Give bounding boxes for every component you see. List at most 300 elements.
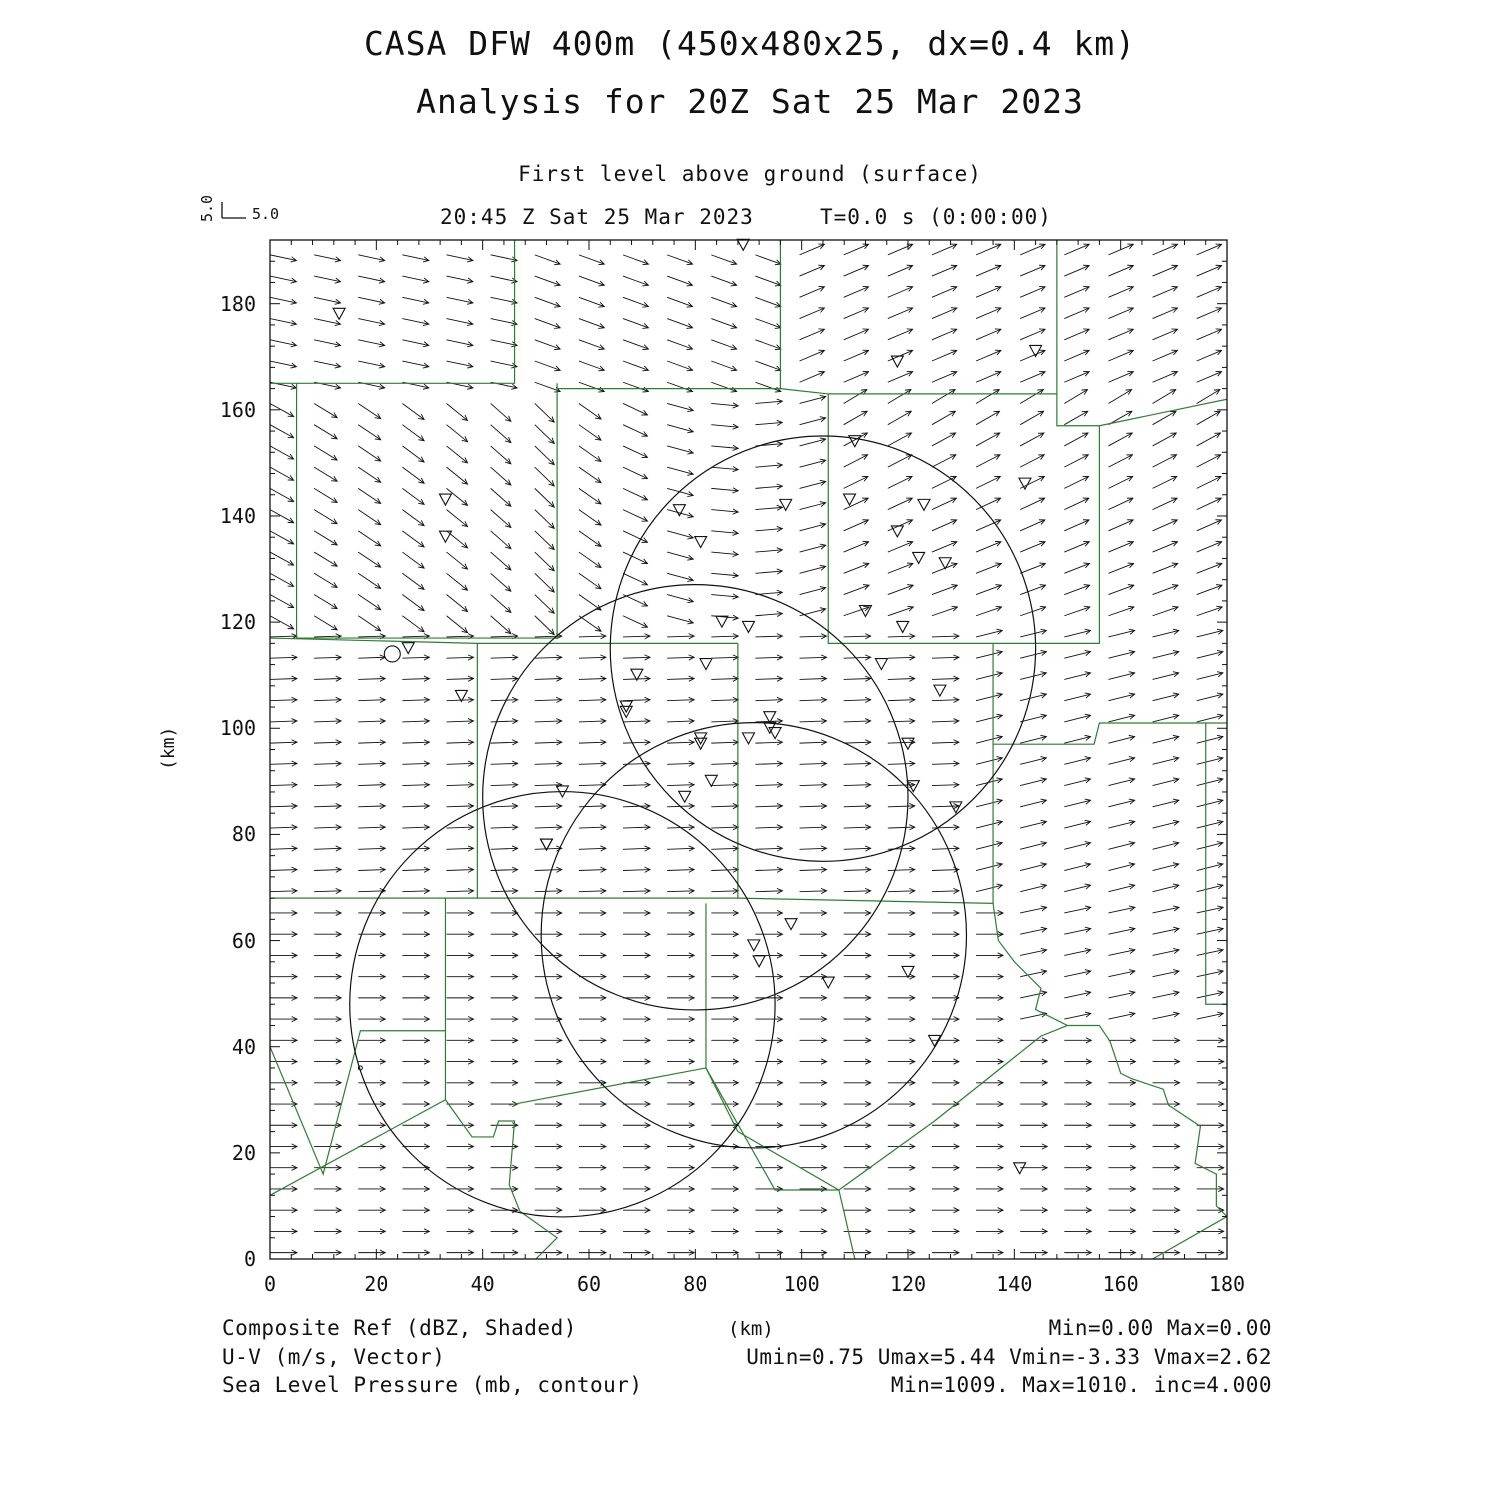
wind-vector — [402, 552, 424, 568]
wind-vector-head — [375, 562, 381, 567]
wind-vector-shaft — [1197, 372, 1222, 383]
wind-vector-shaft — [1153, 411, 1176, 424]
wind-vector — [535, 782, 562, 787]
wind-vector — [1197, 265, 1222, 276]
county-boundary-line — [270, 638, 738, 643]
wind-vector — [711, 932, 738, 937]
wind-vector — [491, 1229, 518, 1234]
wind-vector — [844, 1250, 871, 1255]
wind-vector — [800, 371, 825, 382]
wind-vector — [667, 595, 693, 603]
wind-vector-shaft — [711, 297, 736, 306]
wind-vector — [270, 910, 297, 915]
county-boundary-line — [445, 1100, 557, 1259]
wind-vector — [755, 867, 782, 872]
wind-vector — [491, 446, 511, 464]
wind-vector-shaft — [800, 679, 827, 680]
wind-vector-shaft — [1197, 498, 1221, 509]
wind-vector — [976, 1229, 1003, 1234]
wind-vector-shaft — [755, 700, 782, 701]
wind-vector — [1108, 1186, 1135, 1191]
wind-vector — [1153, 411, 1176, 424]
wind-vector — [976, 757, 1002, 765]
wind-vector — [447, 655, 474, 660]
wind-vector — [623, 888, 650, 893]
wind-vector — [976, 498, 1000, 509]
wind-vector-shaft — [623, 276, 648, 285]
wind-vector — [844, 265, 869, 276]
wind-vector — [1153, 757, 1179, 765]
wind-vector — [1153, 455, 1177, 467]
wind-vector — [358, 616, 380, 631]
wind-vector-shaft — [1064, 542, 1089, 552]
wind-vector — [711, 995, 738, 1000]
wind-vector — [888, 1186, 915, 1191]
wind-vector-shaft — [667, 255, 692, 264]
wind-vector — [579, 573, 601, 589]
wind-vector — [579, 740, 606, 745]
wind-vector-shaft — [491, 848, 518, 849]
wind-vector — [888, 1059, 915, 1064]
wind-vector — [491, 846, 518, 851]
wind-vector-shaft — [314, 657, 341, 658]
wind-vector — [800, 417, 826, 425]
wind-vector — [358, 1250, 385, 1255]
wind-vector-shaft — [976, 244, 1001, 255]
wind-vector-shaft — [1020, 372, 1045, 383]
wind-vector-shaft — [491, 870, 518, 871]
wind-vector — [844, 1144, 871, 1149]
x-tick-label: 120 — [889, 1272, 927, 1296]
wind-vector — [358, 552, 380, 567]
wind-vector — [447, 1059, 474, 1064]
wind-vector — [1064, 778, 1090, 786]
wind-vector — [976, 244, 1001, 255]
wind-vector — [1197, 244, 1222, 255]
wind-vector — [844, 476, 868, 488]
station-triangle-icon — [934, 685, 946, 696]
station-triangle-icon — [891, 526, 903, 537]
wind-vector — [932, 634, 959, 639]
wind-vector — [402, 510, 424, 526]
wind-vector — [358, 531, 380, 546]
wind-vector-shaft — [270, 870, 297, 871]
wind-vector-shaft — [270, 636, 297, 637]
wind-vector — [314, 995, 341, 1000]
wind-vector — [535, 552, 554, 571]
wind-vector — [623, 1038, 650, 1043]
wind-vector-shaft — [667, 319, 692, 328]
wind-vector-shaft — [844, 563, 869, 573]
city-circle-icon — [384, 646, 400, 662]
wind-vector — [711, 803, 738, 808]
wind-vector-shaft — [1064, 390, 1087, 404]
wind-vector — [623, 761, 650, 766]
wind-vector-shaft — [402, 595, 424, 611]
county-boundary-line — [270, 1031, 445, 1174]
wind-vector — [535, 740, 562, 745]
station-triangle-icon — [822, 977, 834, 988]
wind-vector — [402, 531, 424, 547]
wind-vector-shaft — [579, 255, 604, 264]
wind-vector — [270, 1250, 297, 1255]
wind-vector-shaft — [932, 266, 957, 277]
wind-vector-shaft — [976, 411, 999, 424]
wind-vector-shaft — [888, 657, 915, 658]
wind-vector-shaft — [491, 616, 511, 634]
wind-vector — [667, 573, 693, 581]
wind-vector — [1064, 1165, 1091, 1170]
wind-vector-shaft — [579, 636, 606, 637]
wind-vector-shaft — [447, 552, 468, 569]
wind-vector — [358, 510, 380, 525]
wind-vector-shaft — [623, 573, 647, 584]
wind-vector — [1197, 585, 1222, 595]
wind-vector-shaft — [800, 350, 825, 361]
wind-vector-shaft — [314, 827, 341, 828]
wind-vector — [1020, 1208, 1047, 1213]
wind-vector — [535, 888, 562, 893]
wind-vector — [623, 740, 650, 745]
wind-vector — [358, 995, 385, 1000]
wind-vector — [270, 1208, 297, 1213]
wind-vector — [888, 433, 912, 446]
wind-vector — [800, 565, 826, 573]
wind-vector-shaft — [535, 425, 554, 444]
wind-vector — [491, 697, 518, 702]
wind-vector — [800, 740, 827, 745]
wind-vector — [1020, 820, 1046, 828]
wind-vector — [1197, 672, 1223, 680]
wind-vector-shaft — [1197, 244, 1222, 255]
wind-vector — [1020, 863, 1046, 871]
wind-vector — [844, 1101, 871, 1106]
wind-vector — [402, 974, 429, 979]
station-triangle-icon — [891, 356, 903, 367]
wind-vector-shaft — [976, 563, 1001, 573]
wind-vector — [1197, 520, 1222, 531]
wind-vector — [976, 820, 1002, 828]
wind-vector-head — [375, 541, 381, 546]
wind-vector — [755, 634, 782, 639]
wind-vector — [932, 740, 959, 745]
wind-vector-shaft — [1153, 287, 1178, 298]
wind-vector — [1020, 757, 1046, 765]
wind-vector-shaft — [888, 563, 913, 573]
wind-vector — [844, 371, 869, 382]
wind-vector-shaft — [402, 700, 429, 701]
wind-vector — [976, 672, 1002, 680]
wind-vector-shaft — [888, 266, 913, 277]
wind-vector — [1153, 563, 1178, 573]
wind-vector — [402, 867, 429, 872]
wind-vector — [623, 446, 647, 458]
wind-vector-shaft — [800, 891, 827, 892]
wind-vector-shaft — [755, 340, 780, 349]
wind-vector-shaft — [711, 657, 738, 658]
wind-vector — [800, 587, 826, 595]
station-triangle-icon — [844, 494, 856, 505]
wind-vector — [976, 1059, 1003, 1064]
wind-vector — [711, 319, 736, 329]
wind-vector-shaft — [402, 721, 429, 722]
wind-vector-shaft — [800, 266, 825, 277]
wind-vector — [1108, 1250, 1135, 1255]
wind-vector — [888, 676, 915, 681]
wind-vector — [535, 425, 554, 444]
wind-vector — [447, 1017, 474, 1022]
wind-vector-shaft — [535, 510, 554, 529]
wind-vector — [667, 425, 693, 433]
wind-vector-shaft — [667, 297, 692, 306]
wind-vector — [314, 531, 337, 545]
wind-vector — [888, 329, 913, 340]
wind-vector — [358, 425, 380, 440]
wind-vector — [976, 735, 1002, 743]
wind-vector-shaft — [711, 891, 738, 892]
wind-vector — [1064, 455, 1088, 467]
station-triangle-icon — [716, 616, 728, 627]
wind-vector-shaft — [358, 616, 380, 631]
wind-vector — [1197, 455, 1221, 467]
vector-key-y-label: 5.0 — [198, 194, 216, 222]
station-triangle-icon — [695, 537, 707, 548]
wind-vector — [976, 953, 1003, 958]
wind-vector — [491, 488, 511, 506]
wind-vector-head — [375, 435, 381, 440]
county-boundary-line — [993, 903, 1227, 1259]
wind-vector-shaft — [667, 848, 694, 849]
wind-vector — [1108, 948, 1134, 955]
wind-vector — [755, 361, 780, 371]
wind-vector-shaft — [270, 848, 297, 849]
wind-vector — [314, 655, 341, 660]
wind-vector-shaft — [932, 287, 957, 298]
wind-vector — [1020, 265, 1045, 276]
wind-vector — [711, 974, 738, 979]
wind-vector — [800, 910, 827, 915]
wind-vector — [844, 846, 871, 851]
wind-vector — [711, 867, 738, 872]
wind-vector — [1064, 476, 1088, 488]
wind-vector — [579, 467, 601, 483]
wind-vector — [755, 382, 780, 392]
wind-vector — [844, 1186, 871, 1191]
wind-vector — [1153, 1208, 1180, 1213]
wind-vector — [888, 585, 913, 595]
wind-vector-shaft — [358, 785, 385, 786]
wind-vector — [1153, 350, 1178, 361]
wind-vector-shaft — [844, 329, 869, 340]
wind-vector-shaft — [844, 390, 867, 404]
wind-vector — [623, 634, 650, 639]
wind-vector — [800, 888, 827, 893]
wind-vector-shaft — [976, 372, 1001, 383]
wind-vector — [888, 974, 915, 979]
wind-vector-head — [375, 498, 381, 503]
wind-vector-shaft — [888, 455, 912, 467]
wind-vector — [1108, 842, 1134, 850]
wind-vector — [623, 531, 647, 543]
wind-vector — [888, 455, 912, 467]
wind-vector — [1197, 541, 1222, 552]
wind-vector — [579, 761, 606, 766]
wind-vector — [755, 1038, 782, 1043]
wind-vector-shaft — [402, 742, 429, 743]
wind-vector — [755, 1186, 782, 1191]
wind-vector-shaft — [270, 785, 297, 786]
wind-vector-shaft — [800, 870, 827, 871]
wind-vector-shaft — [535, 763, 562, 764]
wind-vector-shaft — [623, 467, 647, 478]
wind-vector-shaft — [844, 636, 871, 637]
wind-vector — [976, 1038, 1003, 1043]
station-triangle-icon — [748, 940, 760, 951]
wind-vector — [491, 255, 517, 262]
wind-vector — [491, 403, 511, 421]
wind-vector — [711, 846, 738, 851]
wind-vector — [1108, 476, 1132, 488]
wind-vector — [535, 1250, 562, 1255]
wind-vector — [932, 932, 959, 937]
wind-vector-shaft — [1153, 329, 1178, 340]
wind-vector — [1108, 329, 1133, 340]
wind-vector — [535, 531, 554, 550]
county-boundary-line — [706, 1025, 1068, 1190]
wind-vector — [1064, 606, 1090, 615]
wind-vector-shaft — [1064, 563, 1089, 573]
y-tick-label: 80 — [231, 822, 256, 847]
wind-vector — [402, 995, 429, 1000]
wind-vector — [711, 297, 736, 307]
wind-vector-shaft — [932, 476, 956, 488]
wind-vector — [535, 361, 560, 371]
wind-vector — [932, 329, 957, 340]
wind-vector — [1153, 498, 1177, 509]
wind-vector — [667, 1017, 694, 1022]
wind-vector — [667, 932, 694, 937]
wind-vector — [1108, 629, 1134, 637]
wind-vector-shaft — [1064, 266, 1089, 277]
wind-vector-shaft — [1197, 563, 1222, 573]
wind-vector — [1108, 350, 1133, 361]
wind-vector — [1064, 991, 1090, 998]
wind-vector-shaft — [888, 498, 912, 509]
wind-vector — [755, 526, 782, 531]
wind-vector — [1153, 629, 1179, 637]
wind-vector — [1153, 1038, 1180, 1043]
wind-vector — [402, 340, 428, 347]
wind-vector-shaft — [402, 891, 429, 892]
wind-vector — [932, 1208, 959, 1213]
wind-vector-shaft — [579, 679, 606, 680]
wind-vector — [314, 1186, 341, 1191]
wind-vector — [667, 361, 692, 371]
wind-vector-shaft — [579, 531, 601, 547]
wind-vector-shaft — [535, 319, 560, 328]
wind-vector-shaft — [932, 806, 959, 807]
wind-vector — [1153, 1229, 1180, 1234]
wind-vector — [1108, 970, 1134, 977]
wind-vector — [1197, 1144, 1224, 1149]
wind-vector — [755, 676, 782, 681]
station-triangle-icon — [913, 552, 925, 563]
wind-vector — [976, 650, 1002, 658]
wind-vector — [711, 445, 738, 450]
wind-vector-shaft — [1108, 542, 1133, 552]
wind-vector-shaft — [579, 573, 601, 589]
wind-vector — [976, 1165, 1003, 1170]
wind-vector-shaft — [623, 255, 648, 264]
wind-vector — [800, 782, 827, 787]
wind-vector-shaft — [314, 721, 341, 722]
wind-vector-shaft — [844, 455, 868, 467]
wind-vector — [447, 825, 474, 830]
wind-vector — [491, 1165, 518, 1170]
wind-vector — [667, 655, 694, 660]
wind-vector — [447, 297, 473, 304]
wind-vector-shaft — [447, 425, 468, 442]
wind-vector-shaft — [755, 657, 782, 658]
wind-vector — [1197, 606, 1223, 615]
wind-vector — [447, 1038, 474, 1043]
wind-vector — [711, 551, 738, 556]
wind-vector — [1020, 693, 1046, 701]
wind-vector — [667, 531, 693, 539]
wind-vector-shaft — [1108, 498, 1132, 509]
wind-vector — [447, 910, 474, 915]
wind-vector — [1020, 735, 1046, 743]
wind-vector-shaft — [1020, 542, 1045, 552]
wind-vector — [623, 319, 648, 329]
wind-vector — [623, 782, 650, 787]
wind-vector-shaft — [314, 488, 337, 502]
wind-vector — [1064, 948, 1090, 955]
wind-vector — [1153, 778, 1179, 786]
wind-vector — [623, 867, 650, 872]
wind-vector — [314, 974, 341, 979]
wind-vector — [623, 1144, 650, 1149]
wind-vector-shaft — [535, 340, 560, 349]
wind-vector — [1108, 906, 1134, 913]
wind-vector-shaft — [711, 679, 738, 680]
wind-vector-shaft — [491, 446, 511, 464]
wind-vector — [888, 286, 913, 297]
wind-vector — [667, 697, 694, 702]
wind-vector-shaft — [711, 721, 738, 722]
wind-vector-shaft — [888, 870, 915, 871]
wind-vector — [1064, 863, 1090, 871]
wind-vector — [844, 803, 871, 808]
wind-vector — [447, 867, 474, 872]
wind-vector — [755, 1123, 782, 1128]
wind-vector — [358, 782, 385, 787]
wind-vector — [447, 846, 474, 851]
wind-vector-shaft — [579, 721, 606, 722]
wind-vector — [491, 1186, 518, 1191]
wind-vector — [1153, 672, 1179, 680]
wind-vector — [1153, 541, 1178, 552]
wind-vector — [623, 825, 650, 830]
wind-vector — [402, 1165, 429, 1170]
wind-vector — [932, 1229, 959, 1234]
wind-vector-head — [331, 582, 337, 587]
wind-vector — [976, 585, 1001, 595]
wind-vector-shaft — [932, 700, 959, 701]
wind-vector-shaft — [535, 870, 562, 871]
wind-vector — [314, 425, 337, 439]
wind-vector-shaft — [623, 425, 647, 436]
